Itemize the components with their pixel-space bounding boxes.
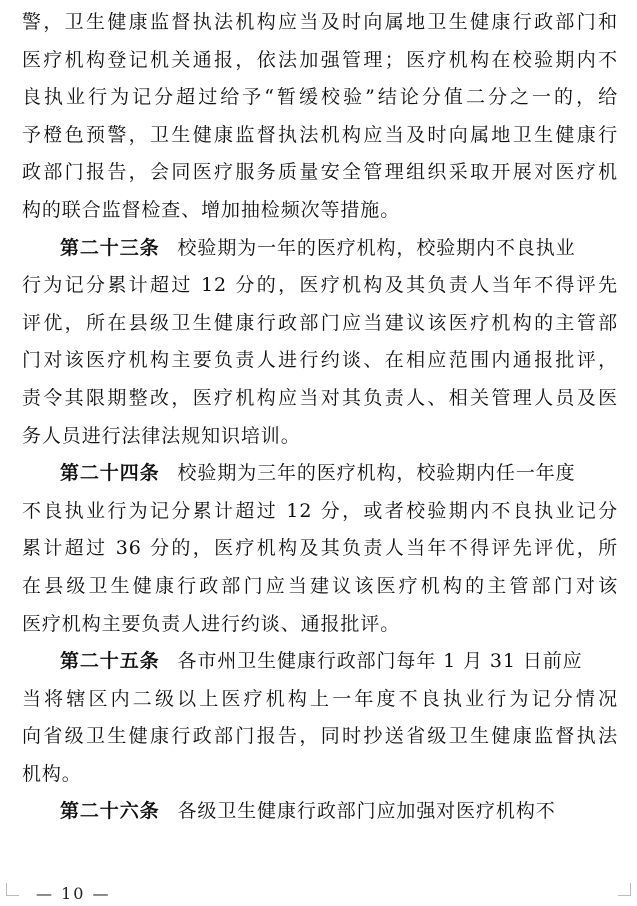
text-line: 机构。: [22, 762, 82, 785]
text-line: 医疗机构主要负责人进行约谈、通报批评。: [22, 612, 401, 635]
text-line: 向省级卫生健康行政部门报告，同时抄送省级卫生健康监督执法: [22, 725, 618, 748]
text-line: 良执业行为记分超过给予“暂缓校验”结论分值二分之一的，给: [22, 86, 618, 109]
article-text: 校验期为一年的医疗机构，校验期内不良执业: [177, 236, 576, 259]
crop-mark-bottom-left: [6, 883, 19, 896]
article-title: 第二十四条: [60, 462, 160, 485]
article-title: 第二十六条: [60, 800, 160, 823]
article-23: [22, 230, 618, 456]
continuation-paragraph: [22, 4, 618, 230]
text-line: 医疗机构登记机关通报，依法加强管理；医疗机构在校验期内不: [22, 48, 618, 71]
article-text: 校验期为三年的医疗机构，校验期内任一年度: [177, 462, 576, 485]
article-first-line: [22, 793, 618, 831]
text-line: 构的联合监督检查、增加抽检频次等措施。: [22, 198, 401, 221]
article-25: [22, 643, 618, 793]
text-line: 务人员进行法律法规知识培训。: [22, 424, 301, 447]
text-line: 门对该医疗机构主要负责人进行约谈、在相应范围内通报批评，: [22, 349, 618, 372]
text-line: 警，卫生健康监督执法机构应当及时向属地卫生健康行政部门和: [22, 11, 618, 33]
article-text: 各市州卫生健康行政部门每年 1 月 31 日前应: [177, 650, 583, 673]
article-26: [22, 793, 618, 831]
text-line: 行为记分累计超过 12 分的，医疗机构及其负责人当年不得评先: [22, 274, 618, 297]
article-title: 第二十五条: [60, 650, 160, 673]
page-number: — 10 —: [36, 884, 111, 903]
article-24: [22, 455, 618, 643]
article-first-line: [22, 643, 618, 681]
text-line: 政部门报告，会同医疗服务质量安全管理组织采取开展对医疗机: [22, 161, 618, 184]
article-first-line: [22, 230, 618, 268]
text-line: 在县级卫生健康行政部门应当建议该医疗机构的主管部门对该: [22, 574, 618, 597]
article-title: 第二十三条: [60, 236, 160, 259]
text-line: 评优，所在县级卫生健康行政部门应当建议该医疗机构的主管部: [22, 311, 618, 334]
text-line: 不良执业行为记分累计超过 12 分，或者校验期内不良执业记分: [22, 499, 618, 522]
document-body: [22, 4, 618, 831]
text-line: 当将辖区内二级以上医疗机构上一年度不良执业行为记分情况: [22, 687, 618, 710]
article-text: 各级卫生健康行政部门应加强对医疗机构不: [177, 800, 556, 823]
text-line: 予橙色预警，卫生健康监督执法机构应当及时向属地卫生健康行: [22, 123, 618, 146]
crop-mark-bottom-right: [618, 883, 631, 896]
article-first-line: [22, 455, 618, 493]
text-line: 累计超过 36 分的，医疗机构及其负责人当年不得评先评优，所: [22, 537, 618, 560]
text-line: 责令其限期整改，医疗机构应当对其负责人、相关管理人员及医: [22, 386, 618, 409]
